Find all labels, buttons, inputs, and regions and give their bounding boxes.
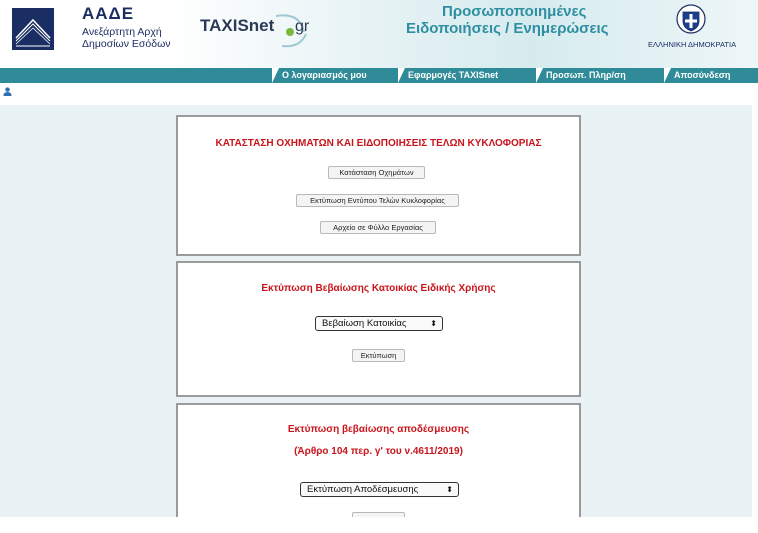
nav-tab-account[interactable] <box>272 68 373 83</box>
header-heading-line2: Ειδοποιήσεις / Ενημερώσεις <box>406 20 609 37</box>
main-navbar <box>0 68 758 83</box>
export-spreadsheet-button[interactable]: Αρχείο σε Φύλλο Εργασίας <box>320 221 436 234</box>
certificate-type-select[interactable] <box>315 316 443 331</box>
release-type-select[interactable] <box>300 482 459 497</box>
tab-notch <box>272 68 279 83</box>
release-certificate-subtitle: (Άρθρο 104 περ. γ' του ν.4611/2019) <box>294 446 463 457</box>
taxisnet-logo-text: TAXISnet <box>200 16 275 35</box>
nav-tab-logout[interactable] <box>664 68 736 83</box>
aade-subtitle-line1: Ανεξάρτητη Αρχή <box>82 26 162 38</box>
select-arrows-icon: ⬍ <box>430 319 437 328</box>
user-bar <box>0 83 758 105</box>
vehicles-panel-title: ΚΑΤΑΣΤΑΣΗ ΟΧΗΜΑΤΩΝ ΚΑΙ ΕΙΔΟΠΟΙΗΣΕΙΣ ΤΕΛΩΝ ΚΥΚΛΟΦΟΡΙΑΣ <box>215 138 542 149</box>
tab-notch <box>536 68 543 83</box>
release-certificate-panel <box>176 403 581 517</box>
user-name-field <box>14 83 290 105</box>
nav-tab-apps[interactable] <box>398 68 504 83</box>
certificate-type-select-value: Βεβαίωση Κατοικίας <box>322 318 407 329</box>
select-arrows-icon: ⬍ <box>446 485 453 494</box>
aade-title: ΑΑΔΕ <box>82 4 135 23</box>
aade-logo-icon[interactable] <box>12 8 54 50</box>
taxisnet-logo-suffix: gr <box>295 18 310 35</box>
nav-tab-apps-label: Εφαρμογές TAXISnet <box>408 70 499 80</box>
taxisnet-dot-icon <box>286 28 294 36</box>
print-circulation-fees-form-button[interactable]: Εκτύπωση Εντύπου Τελών Κυκλοφορίας <box>296 194 459 207</box>
vehicle-status-button[interactable]: Κατάσταση Οχημάτων <box>328 166 425 179</box>
tab-notch <box>398 68 405 83</box>
nav-tab-personal[interactable] <box>536 68 632 83</box>
tab-notch <box>664 68 671 83</box>
taxisnet-logo[interactable] <box>200 10 340 60</box>
header-heading-line1: Προσωποποιημένες <box>442 3 587 20</box>
nav-tab-account-label: Ο λογαριασμός μου <box>282 70 367 80</box>
gov-label: ΕΛΛΗΝΙΚΗ ΔΗΜΟΚΡΑΤΙΑ <box>648 40 737 49</box>
residence-certificate-title: Εκτύπωση Βεβαίωσης Κατοικίας Ειδικής Χρήσης <box>261 283 496 294</box>
user-icon[interactable] <box>3 87 12 96</box>
nav-tab-logout-label: Αποσύνδεση <box>674 70 731 80</box>
residence-certificate-panel <box>176 261 581 397</box>
greek-coat-of-arms-icon <box>676 4 706 34</box>
page-bottom-strip <box>0 517 758 533</box>
vehicles-panel <box>176 115 581 256</box>
aade-subtitle-line2: Δημοσίων Εσόδων <box>82 38 171 50</box>
release-type-select-value: Εκτύπωση Αποδέσμευσης <box>307 484 419 495</box>
site-header <box>0 0 758 68</box>
nav-tab-personal-label: Προσωπ. Πληρ/ση <box>546 70 626 80</box>
main-content <box>0 105 752 517</box>
release-certificate-title: Εκτύπωση βεβαίωσης αποδέσμευσης <box>287 424 470 435</box>
print-certificate-button[interactable]: Εκτύπωση <box>352 349 405 362</box>
